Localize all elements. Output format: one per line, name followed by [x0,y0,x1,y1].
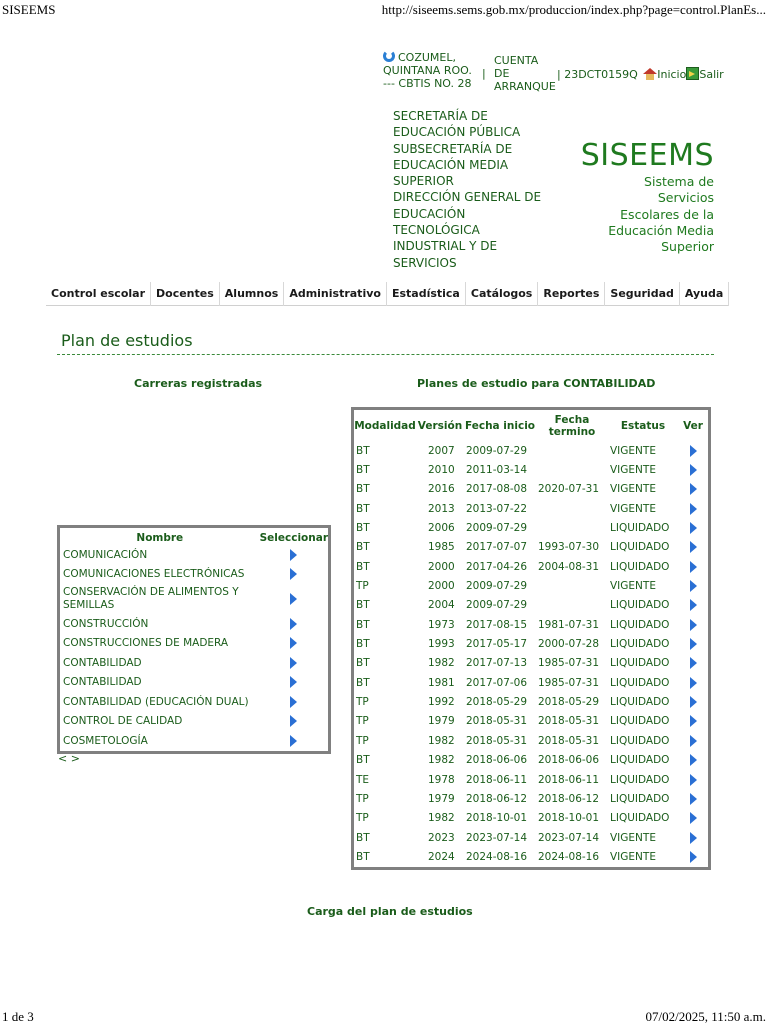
plan-fecha-inicio: 2017-08-15 [466,618,528,631]
plan-ver-cell [678,809,708,828]
plan-ver-cell [678,673,708,692]
plan-fecha-inicio: 2018-10-01 [466,812,528,825]
career-name: CONSTRUCCIONES DE MADERA [63,637,229,650]
plan-fecha-inicio: 2018-05-31 [466,734,528,747]
plan-version: 1992 [428,696,455,709]
plan-estatus: LIQUIDADO [610,773,670,786]
plan-fecha-termino: 1981-07-31 [538,618,600,631]
plan-row [354,441,708,460]
arrow-right-icon[interactable] [290,618,297,630]
plan-ver-cell [678,789,708,808]
plan-fecha-termino [536,499,608,518]
menu-alumnos[interactable]: Alumnos [220,282,285,306]
plan-row [354,654,708,673]
arrow-right-icon[interactable] [290,657,297,669]
plan-ver-cell [678,557,708,576]
plan-fecha-inicio: 2009-07-29 [466,580,528,593]
plan-ver-cell [678,460,708,479]
plan-version: 2013 [428,502,455,515]
plan-fecha-termino: 2018-05-29 [538,696,600,709]
plan-ver-cell [678,441,708,460]
plans-heading: Planes de estudio para CONTABILIDAD [417,377,656,390]
arrow-right-icon[interactable] [690,561,697,573]
plan-version: 2007 [428,444,455,457]
plan-ver-cell [678,499,708,518]
plan-modalidad: BT [356,754,370,767]
plan-estatus: VIGENTE [610,850,656,863]
plan-fecha-inicio: 2017-07-07 [466,541,528,554]
plan-modalidad: BT [356,502,370,515]
plan-modalidad: BT [356,464,370,477]
arrow-right-icon[interactable] [290,593,297,605]
career-select-cell [260,634,328,654]
plan-estatus: LIQUIDADO [610,657,670,670]
plan-row [354,557,708,576]
career-name: CONTROL DE CALIDAD [63,715,183,728]
plan-ver-cell [678,770,708,789]
plan-estatus: VIGENTE [610,502,656,515]
arrow-right-icon[interactable] [690,812,697,824]
arrow-right-icon[interactable] [690,619,697,631]
career-select-cell [260,712,328,732]
plan-fecha-termino: 1993-07-30 [538,541,600,554]
plan-fecha-termino [536,441,608,460]
plan-fecha-inicio: 2017-07-06 [466,676,528,689]
page-title: Plan de estudios [61,331,193,350]
plan-version: 2004 [428,599,455,612]
plan-fecha-termino: 1985-07-31 [538,676,600,689]
plan-fecha-inicio: 2018-06-06 [466,754,528,767]
plan-fecha-inicio: 2018-06-12 [466,792,528,805]
arrow-right-icon[interactable] [290,735,297,747]
plan-modalidad: TP [356,715,369,728]
col-nombre: Nombre [136,532,184,544]
agency-names: SECRETARÍA DE EDUCACIÓN PÚBLICA SUBSECRETARÍA DE EDUCACIÓN MEDIA SUPERIOR DIRECCIÓN GENERAL DE EDUCACIÓN TECNOLÓGICA INDUSTRIAL Y DE SERVICIOS [393,109,542,270]
arrow-right-icon[interactable] [290,676,297,688]
plan-fecha-inicio: 2009-07-29 [466,599,528,612]
print-title: SISEEMS [2,2,56,17]
plan-version: 2006 [428,522,455,535]
plan-version: 2024 [428,850,455,863]
main-menu [46,282,729,306]
brand-block [581,138,714,255]
col-ver: Ver [683,419,703,432]
plan-modalidad: BT [356,676,370,689]
plan-row [354,751,708,770]
plan-fecha-inicio: 2024-08-16 [466,850,528,863]
plan-version: 2023 [428,831,455,844]
plan-ver-cell [678,634,708,653]
separator: | [482,67,486,80]
plan-modalidad: BT [356,638,370,651]
plan-row [354,518,708,537]
menu-seguridad[interactable]: Seguridad [605,282,679,306]
plan-version: 1982 [428,734,455,747]
plan-row [354,499,708,518]
plan-estatus: LIQUIDADO [610,638,670,651]
arrow-right-icon[interactable] [690,580,697,592]
plan-fecha-inicio: 2009-07-29 [466,444,528,457]
plan-fecha-inicio: 2023-07-14 [466,831,528,844]
plan-ver-cell [678,576,708,595]
arrow-right-icon[interactable] [690,522,697,534]
career-row [60,692,328,712]
plan-modalidad: BT [356,618,370,631]
career-name: CONSERVACIÓN DE ALIMENTOS Y SEMILLAS [63,586,239,611]
plan-fecha-inicio: 2018-05-29 [466,696,528,709]
plan-version: 1982 [428,812,455,825]
home-icon [643,68,657,80]
arrow-right-icon[interactable] [290,568,297,580]
career-select-cell [260,653,328,673]
plan-fecha-termino: 1985-07-31 [538,657,600,670]
plan-estatus: LIQUIDADO [610,560,670,573]
col-fecha-inicio: Fecha inicio [464,419,536,432]
plan-modalidad: BT [356,560,370,573]
plan-ver-cell [678,654,708,673]
plan-row [354,731,708,750]
refresh-icon[interactable] [383,50,395,62]
menu-administrativo[interactable]: Administrativo [284,282,387,306]
menu-control-escolar[interactable]: Control escolar [46,282,151,306]
plan-fecha-inicio: 2018-05-31 [466,715,528,728]
arrow-right-icon[interactable] [690,541,697,553]
plan-fecha-termino: 2004-08-31 [538,560,600,573]
career-select-cell [260,545,328,565]
menu-catalogos[interactable]: Catálogos [466,282,538,306]
plan-modalidad: TP [356,580,369,593]
plan-estatus: LIQUIDADO [610,792,670,805]
career-select-cell [260,614,328,634]
plan-row [354,480,708,499]
plan-ver-cell [678,615,708,634]
plan-version: 1981 [428,676,455,689]
title-divider [57,354,714,355]
career-row [60,634,328,654]
plan-fecha-inicio: 2011-03-14 [466,464,528,477]
plan-modalidad: BT [356,522,370,535]
plan-version: 2016 [428,483,455,496]
plan-modalidad: BT [356,831,370,844]
plan-version: 1982 [428,754,455,767]
career-select-cell [260,565,328,585]
arrow-right-icon[interactable] [290,696,297,708]
career-name: COMUNICACIONES ELECTRÓNICAS [63,568,245,581]
career-row [60,614,328,634]
plan-row [354,770,708,789]
plan-fecha-termino: 2018-10-01 [538,812,600,825]
plan-estatus: LIQUIDADO [610,522,670,535]
arrow-right-icon[interactable] [690,754,697,766]
plan-fecha-termino [536,596,608,615]
career-row [60,565,328,585]
plan-estatus: LIQUIDADO [610,599,670,612]
plan-row [354,615,708,634]
inicio-link[interactable]: Inicio [641,68,686,81]
plan-ver-cell [678,596,708,615]
arrow-right-icon[interactable] [690,793,697,805]
plan-version: 1973 [428,618,455,631]
arrow-right-icon[interactable] [690,677,697,689]
cct-and-actions [557,67,724,81]
plans-table [351,407,711,870]
plan-row [354,538,708,557]
career-row [60,584,328,614]
plan-estatus: LIQUIDADO [610,715,670,728]
arrow-right-icon[interactable] [290,637,297,649]
plan-estatus: VIGENTE [610,580,656,593]
plan-ver-cell [678,751,708,770]
career-row [60,653,328,673]
plan-modalidad: BT [356,599,370,612]
plan-ver-cell [678,692,708,711]
arrow-right-icon[interactable] [290,715,297,727]
plan-fecha-inicio: 2013-07-22 [466,502,528,515]
arrow-right-icon[interactable] [690,715,697,727]
careers-pager[interactable]: < > [58,752,80,765]
career-name: CONTABILIDAD [63,656,142,669]
career-row [60,673,328,693]
plan-ver-cell [678,847,708,866]
plan-fecha-inicio: 2018-06-11 [466,773,528,786]
plan-modalidad: BT [356,657,370,670]
arrow-right-icon[interactable] [690,735,697,747]
plan-fecha-inicio: 2017-04-26 [466,560,528,573]
salir-link[interactable]: Salir [686,68,723,81]
plan-estatus: LIQUIDADO [610,696,670,709]
career-row [60,545,328,565]
careers-heading: Carreras registradas [134,377,263,390]
col-version: Versión [417,419,463,432]
career-name: COMUNICACIÓN [63,548,148,561]
plan-modalidad: TE [356,773,370,786]
arrow-right-icon[interactable] [690,483,697,495]
plan-fecha-termino: 2018-06-11 [538,773,600,786]
plan-ver-cell [678,712,708,731]
arrow-right-icon[interactable] [690,445,697,457]
plan-estatus: VIGENTE [610,483,656,496]
plan-row [354,712,708,731]
col-estatus: Estatus [620,419,666,432]
career-name: CONSTRUCCIÓN [63,617,149,630]
plan-version: 1993 [428,638,455,651]
menu-reportes[interactable]: Reportes [538,282,605,306]
col-modalidad: Modalidad [354,419,416,432]
menu-ayuda[interactable]: Ayuda [680,282,729,306]
plan-fecha-inicio: 2017-07-13 [466,657,528,670]
arrow-right-icon[interactable] [290,549,297,561]
career-select-cell [260,692,328,712]
plan-fecha-termino: 2018-06-06 [538,754,600,767]
plan-fecha-inicio: 2017-08-08 [466,483,528,496]
plan-row [354,692,708,711]
arrow-right-icon[interactable] [690,599,697,611]
menu-docentes[interactable]: Docentes [151,282,220,306]
career-select-cell [260,584,328,614]
plan-row [354,847,708,866]
brand-name: SISEEMS [580,138,714,173]
plan-modalidad: TP [356,792,369,805]
cct-code: | 23DCT0159Q [557,68,638,81]
plan-modalidad: BT [356,444,370,457]
plan-version: 1979 [428,792,455,805]
plan-estatus: LIQUIDADO [610,676,670,689]
career-name: COSMETOLOGÍA [63,734,148,747]
plan-ver-cell [678,828,708,847]
plan-estatus: LIQUIDADO [610,541,670,554]
plan-row [354,576,708,595]
plan-fecha-termino: 2018-06-12 [538,792,600,805]
career-name: CONTABILIDAD (EDUCACIÓN DUAL) [63,695,249,708]
plan-version: 2000 [428,560,455,573]
plan-row [354,828,708,847]
account-type: CUENTA DE ARRANQUE [494,54,556,93]
career-select-cell [260,731,328,751]
menu-estadistica[interactable]: Estadística [387,282,466,306]
plan-row [354,809,708,828]
plan-fecha-termino: 2024-08-16 [538,850,600,863]
arrow-right-icon[interactable] [690,774,697,786]
career-row [60,731,328,751]
school-location: COZUMEL, QUINTANA ROO. --- CBTIS NO. 28 [383,51,472,90]
plan-version: 1985 [428,541,455,554]
plan-version: 2000 [428,580,455,593]
plan-fecha-termino [536,460,608,479]
plan-ver-cell [678,538,708,557]
plan-version: 2010 [428,464,455,477]
plan-estatus: VIGENTE [610,444,656,457]
plan-version: 1978 [428,773,455,786]
plan-estatus: LIQUIDADO [610,618,670,631]
plan-estatus: VIGENTE [610,831,656,844]
plan-modalidad: BT [356,541,370,554]
plan-fecha-termino [536,518,608,537]
arrow-right-icon[interactable] [690,464,697,476]
plan-modalidad: BT [356,850,370,863]
arrow-right-icon[interactable] [690,657,697,669]
arrow-right-icon[interactable] [690,832,697,844]
plan-modalidad: BT [356,483,370,496]
plan-fecha-termino: 2000-07-28 [538,638,600,651]
carga-plan-link[interactable]: Carga del plan de estudios [307,905,473,918]
arrow-right-icon[interactable] [690,503,697,515]
plan-fecha-termino: 2018-05-31 [538,734,600,747]
plan-row [354,460,708,479]
plan-version: 1979 [428,715,455,728]
col-fecha-termino: Fecha termino [548,413,596,438]
plan-ver-cell [678,731,708,750]
plan-ver-cell [678,518,708,537]
col-seleccionar: Seleccionar [259,532,328,544]
print-url: http://siseems.sems.gob.mx/produccion/index.php?page=control.PlanEs... [381,2,766,17]
plan-version: 1982 [428,657,455,670]
plan-estatus: LIQUIDADO [610,754,670,767]
career-select-cell [260,673,328,693]
career-name: CONTABILIDAD [63,676,142,689]
print-datetime: 07/02/2025, 11:50 a.m. [645,1009,766,1024]
exit-icon [686,67,699,80]
plan-estatus: LIQUIDADO [610,734,670,747]
plan-row [354,596,708,615]
plan-modalidad: TP [356,734,369,747]
plan-estatus: LIQUIDADO [610,812,670,825]
plan-row [354,634,708,653]
plan-estatus: VIGENTE [610,464,656,477]
plan-row [354,673,708,692]
plan-ver-cell [678,480,708,499]
arrow-right-icon[interactable] [690,638,697,650]
plan-fecha-inicio: 2017-05-17 [466,638,528,651]
arrow-right-icon[interactable] [690,696,697,708]
arrow-right-icon[interactable] [690,851,697,863]
plan-fecha-termino: 2018-05-31 [538,715,600,728]
career-row [60,712,328,732]
plan-fecha-termino: 2020-07-31 [538,483,600,496]
plan-modalidad: TP [356,696,369,709]
plan-fecha-termino: 2023-07-14 [538,831,600,844]
plan-row [354,789,708,808]
plan-modalidad: TP [356,812,369,825]
plan-fecha-termino [536,576,608,595]
brand-description: Sistema de Servicios Escolares de la Educación Media Superior [608,174,714,255]
print-page-number: 1 de 3 [2,1009,34,1024]
plan-fecha-inicio: 2009-07-29 [466,522,528,535]
careers-table [57,525,331,754]
